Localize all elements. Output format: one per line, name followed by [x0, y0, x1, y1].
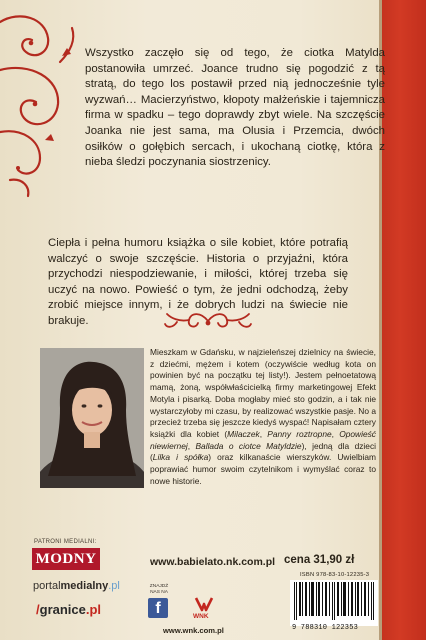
logo-text: / — [36, 602, 40, 617]
separator: , — [187, 440, 196, 451]
book-title: Milaczek — [227, 428, 260, 439]
book-title: Ballada o ciotce Matyldzie — [195, 440, 302, 451]
logo-text: .pl — [108, 580, 120, 592]
logo-text: .pl — [85, 602, 102, 617]
red-spine — [382, 0, 426, 640]
author-photo — [40, 348, 144, 488]
separator: , — [331, 428, 340, 439]
wnk-logo-icon — [194, 596, 214, 612]
facebook-label: ZNAJDŹ NAS NA — [149, 584, 169, 595]
wnk-logo-text: WNK — [193, 613, 209, 620]
book-title: Lilka i spółka — [152, 452, 209, 463]
modny-logo: MODNY — [32, 548, 100, 570]
logo-text: granice — [39, 602, 86, 617]
ornament-divider-icon — [163, 308, 253, 334]
portalmedialny-logo — [33, 580, 120, 592]
blurb-paragraph-1: Wszystko zaczęło się od tego, że ciotka Matylda postanowiła umrzeć. Joance trudno się pogodzić z tą stratą, do tego los postawił przed nią jednocześnie tyle wyzwań… Macierzyństwo, kłopoty małżeńskie i tajemnicza firma w spadku – tego doprawdy zbyt wiele. Na szczęście Joanka nie jest sama, ma Olusia i Przemcia, dwóch osiłków o gołębich sercach, i ukochaną ciotkę, która z nieba śledzi poczynania siostrzenicy. — [85, 47, 385, 169]
facebook-icon: f — [148, 598, 168, 618]
logo-text: portal — [33, 580, 61, 592]
swirl-ornament-icon — [0, 0, 80, 200]
granice-logo — [36, 602, 101, 617]
author-bio-part3: ) oraz kilkanaście wierszyków. Uwielbiam poprawiać humor swoim czytelnikom i wymyślać coraz to nowe historie. — [150, 452, 376, 486]
book-title: Opowieść niewiernej — [150, 428, 376, 451]
website-wnk: www.wnk.com.pl — [163, 626, 224, 635]
isbn-text: ISBN 978-83-10-12235-3 — [300, 572, 370, 578]
barcode-digits: 9 788310 122353 — [292, 624, 359, 632]
author-bio-part2: ), jedną dla dzieci ( — [150, 440, 376, 463]
patrons-label: PATRONI MEDIALNI: — [34, 539, 97, 545]
price: cena 31,90 zł — [284, 554, 355, 566]
website-babielato: www.babielato.nk.com.pl — [150, 556, 276, 568]
book-title: Panny roztropne — [267, 428, 332, 439]
separator: , — [259, 428, 268, 439]
barcode — [290, 580, 378, 626]
blurb-paragraph-2: Ciepła i pełna humoru książka o sile kobiet, które potrafią walczyć o swoje szczęście. Historia o przyjaźni, która przychodzi niespodziewanie, i miłości, której trzeba się uczyć na nowo. Powieść o tym, że jedni odchodzą, żeby zrobić miejsce innym, i że dobrych ludzi na świecie nie brakuje. — [48, 237, 348, 327]
logo-text: medialny — [60, 580, 109, 592]
author-bio-part1: Mieszkam w Gdańsku, w najzieleńszej dzielnicy na świecie, z dziećmi, mężem i kotem (oczywiście według kota on powinien być na początku tej listy!). Jestem pełnoetatową mamą, żoną, współwłaścicielką firmy marketingowej Efekt Motyla i pisarką. Doba mogłaby mieć sto godzin, a i tak nie wystarczyłoby mi czasu, by realizować wszystkie pasje. No a przecież trzeba się jeszcze kiedyś wyspać! Napisałam cztery książki dla kobiet ( — [150, 347, 376, 439]
author-bio — [150, 347, 376, 487]
